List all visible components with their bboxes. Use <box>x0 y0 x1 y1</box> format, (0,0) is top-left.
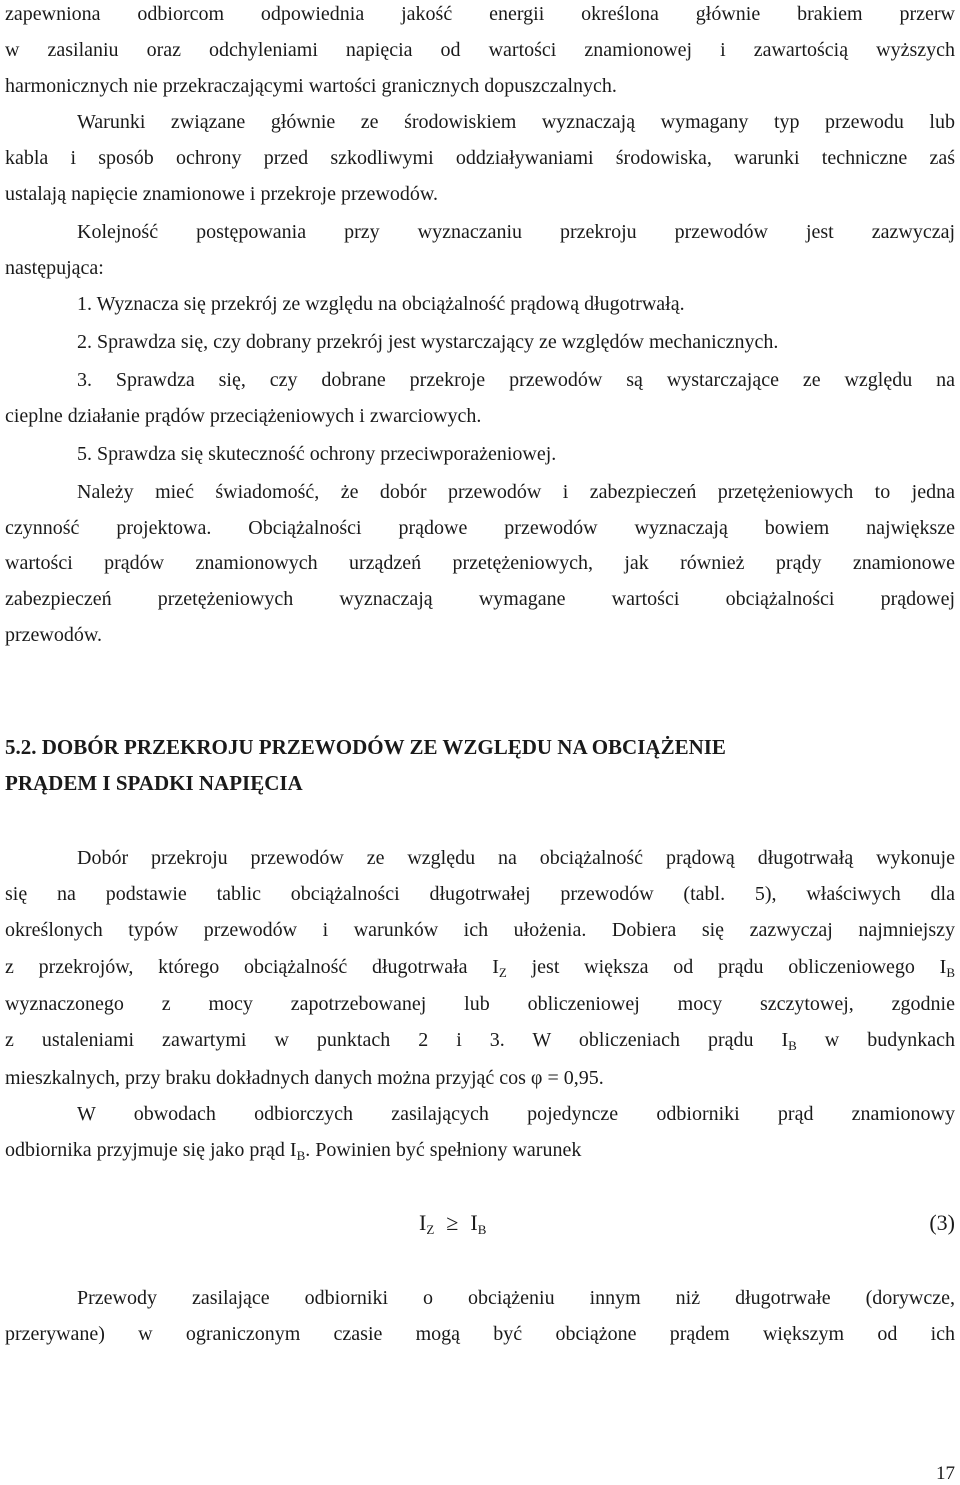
document-page <box>5 0 955 1485</box>
paragraph-line: Dobór przekroju przewodów ze względu na obciążalność prądową długotrwałą wykonuje <box>77 847 955 869</box>
list-item: 5. Sprawdza się skuteczność ochrony przeciwporażeniowej. <box>77 443 557 465</box>
text-run: z przekrojów, którego obciążalność długotrwała I <box>5 956 499 978</box>
paragraph-line: mieszkalnych, przy braku dokładnych danych można przyjąć cos φ = 0,95. <box>5 1067 604 1089</box>
paragraph-line <box>5 1138 955 1168</box>
list-item-continuation: cieplne działanie prądów przeciążeniowych i zwarciowych. <box>5 405 482 427</box>
paragraph-line: się na podstawie tablic obciążalności długotrwałej przewodów (tabl. 5), właściwych dla <box>5 883 955 905</box>
text-run: jest większa od prądu obliczeniowego I <box>506 956 947 978</box>
paragraph-line <box>5 955 955 985</box>
subscript: B <box>946 965 955 980</box>
page-number: 17 <box>936 1463 955 1484</box>
paragraph-line: określonych typów przewodów i warunków ich ułożenia. Dobiera się zazwyczaj najmniejszy <box>5 919 955 941</box>
subscript: B <box>788 1038 797 1053</box>
paragraph-line: zapewniona odbiorcom odpowiednia jakość energii określona głównie brakiem przerw <box>5 3 955 25</box>
list-item: 3. Sprawdza się, czy dobrane przekroje przewodów są wystarczające ze względu na <box>77 369 955 391</box>
paragraph-line: przewodów. <box>5 624 103 646</box>
paragraph-line: harmonicznych nie przekraczającymi wartości granicznych dopuszczalnych. <box>5 75 617 97</box>
formula-rhs-subscript: B <box>477 1222 487 1237</box>
paragraph-line: wartości prądów znamionowych urządzeń przetężeniowych, jak również prądy znamionowe <box>5 552 955 574</box>
text-run: . Powinien być spełniony warunek <box>305 1139 582 1161</box>
paragraph-line: Warunki związane głównie ze środowiskiem wyznaczają wymagany typ przewodu lub <box>77 111 955 133</box>
subscript: Z <box>498 965 507 980</box>
formula <box>419 1209 486 1244</box>
paragraph-line: ustalają napięcie znamionowe i przekroje przewodów. <box>5 183 438 205</box>
text-run: z ustaleniami zawartymi w punktach 2 i 3. W obliczeniach prądu I <box>5 1029 789 1051</box>
formula-lhs-subscript: Z <box>426 1222 435 1237</box>
formula-lhs: I <box>419 1210 427 1235</box>
section-heading: 5.2. DOBÓR PRZEKROJU PRZEWODÓW ZE WZGLĘDU NA OBCIĄŻENIE <box>5 735 726 759</box>
paragraph-line <box>5 1028 955 1058</box>
greater-equal-symbol: ≥ <box>446 1210 459 1235</box>
section-heading-continuation: PRĄDEM I SPADKI NAPIĘCIA <box>5 771 303 795</box>
paragraph-line: kabla i sposób ochrony przed szkodliwymi oddziaływaniami środowiska, warunki techniczne zaś <box>5 147 955 169</box>
paragraph-line: Przewody zasilające odbiorniki o obciążeniu innym niż długotrwałe (dorywcze, <box>77 1287 955 1309</box>
paragraph-line: w zasilaniu oraz odchyleniami napięcia od wartości znamionowej i zawartością wyższych <box>5 39 955 61</box>
paragraph-line: wyznaczonego z mocy zapotrzebowanej lub obliczeniowej mocy szczytowej, zgodnie <box>5 993 955 1015</box>
list-item: 1. Wyznacza się przekrój ze względu na obciążalność prądową długotrwałą. <box>77 293 685 315</box>
formula-rhs: I <box>470 1210 478 1235</box>
text-run: odbiornika przyjmuje się jako prąd I <box>5 1139 297 1161</box>
paragraph-line: czynność projektowa. Obciążalności prądowe przewodów wyznaczają bowiem największe <box>5 517 955 539</box>
paragraph-line: przerywane) w ograniczonym czasie mogą być obciążone prądem większym od ich <box>5 1323 955 1345</box>
paragraph-line: następująca: <box>5 257 104 279</box>
paragraph-line: W obwodach odbiorczych zasilających pojedyncze odbiorniki prąd znamionowy <box>77 1103 955 1125</box>
paragraph-line: Należy mieć świadomość, że dobór przewodów i zabezpieczeń przetężeniowych to jedna <box>77 481 955 503</box>
text-run: w budynkach <box>796 1029 955 1051</box>
equation-number: (3) <box>929 1210 955 1235</box>
paragraph-line: Kolejność postępowania przy wyznaczaniu przekroju przewodów jest zazwyczaj <box>77 221 955 243</box>
list-item: 2. Sprawdza się, czy dobrany przekrój jest wystarczający ze względów mechanicznych. <box>77 331 779 353</box>
paragraph-line: zabezpieczeń przetężeniowych wyznaczają wymagane wartości obciążalności prądowej <box>5 588 955 610</box>
subscript: B <box>296 1148 306 1163</box>
